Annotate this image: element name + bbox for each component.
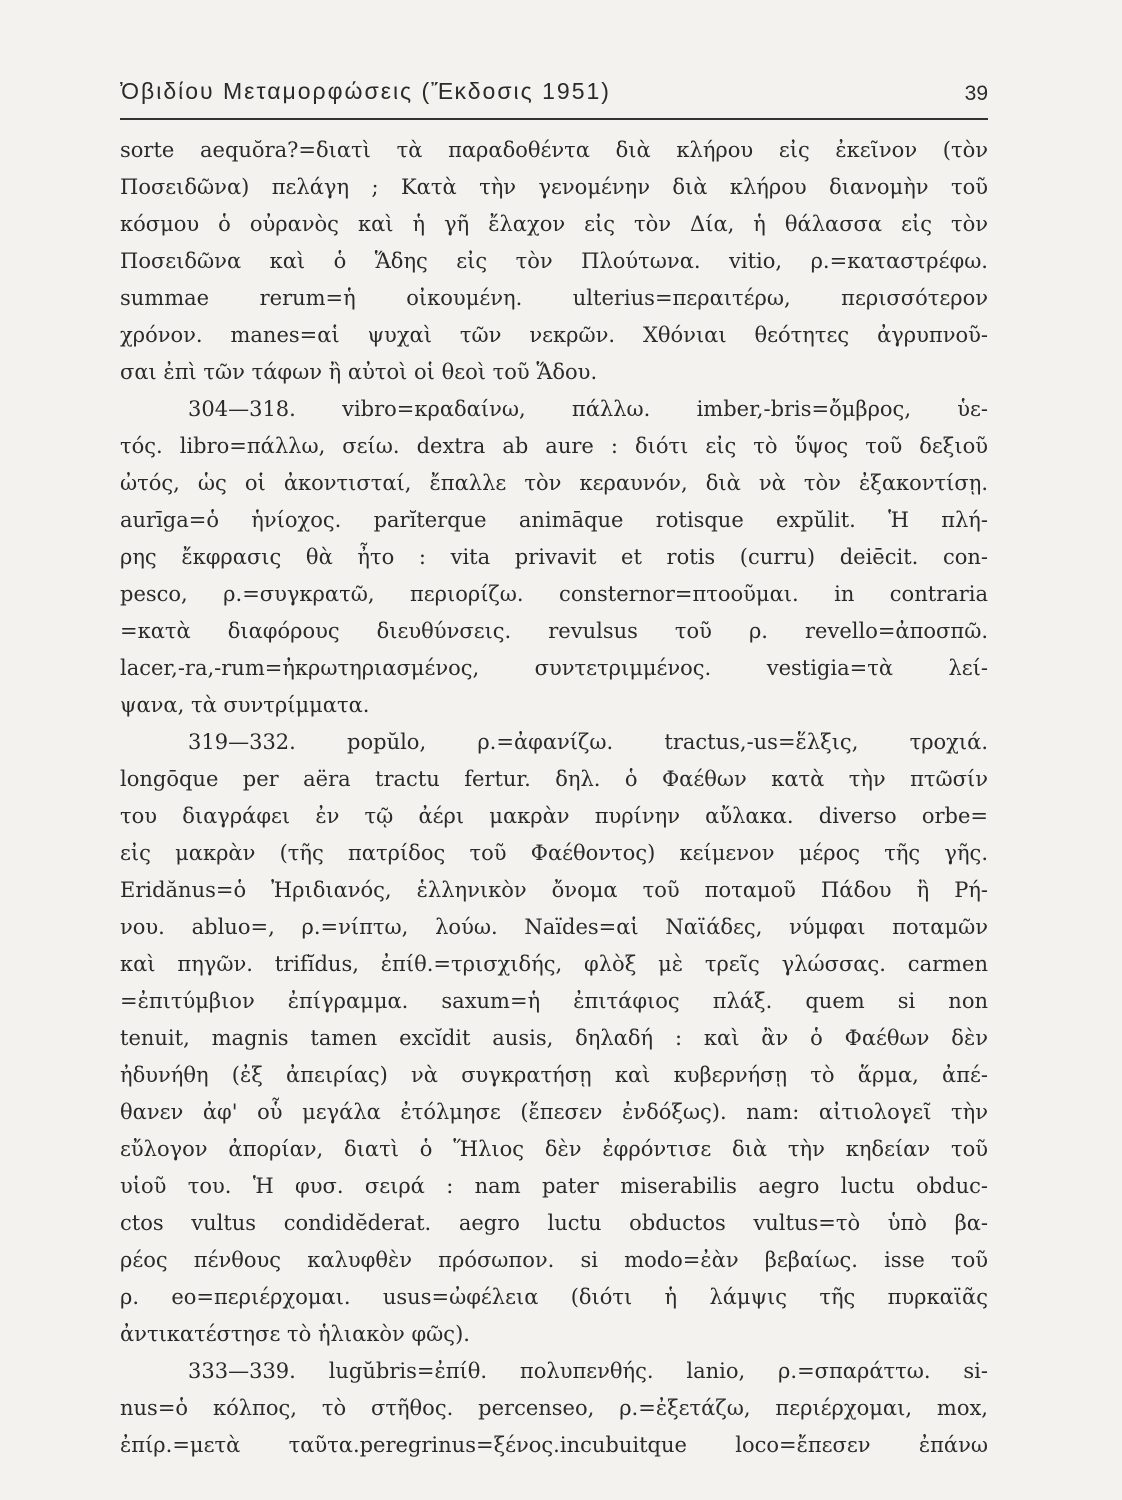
text-line: ψανα, τὰ συντρίμματα. bbox=[120, 693, 370, 717]
text-line: 319—332. popŭlo, ρ.=ἀφανίζω. tractus,-us=ἕλξις, τροχιά. bbox=[188, 730, 988, 754]
text-line: κόσμου ὁ οὐρανὸς καὶ ἡ γῆ ἔλαχον εἰς τὸν Δία, ἡ θάλασσα εἰς τὸν bbox=[120, 212, 988, 236]
running-header-title: Ὀβιδίου Μεταμορφώσεις (Ἔκδοσις 1951) bbox=[120, 78, 611, 104]
text-line: σαι ἐπὶ τῶν τάφων ἢ αὐτοὶ οἱ θεοὶ τοῦ Ἅδου. bbox=[120, 360, 598, 384]
text-line: εἰς μακρὰν (τῆς πατρίδος τοῦ Φαέθοντος) κείμενον μέρος τῆς γῆς. bbox=[120, 841, 988, 865]
text-line: χρόνον. manes=αἱ ψυχαὶ τῶν νεκρῶν. Χθόνιαι θεότητες ἀγρυπνοῦ- bbox=[120, 323, 988, 347]
text-line: nus=ὁ κόλπος, τὸ στῆθος. percenseo, ρ.=ἐξετάζω, περιέρχομαι, mox, bbox=[120, 1396, 988, 1420]
running-header bbox=[120, 78, 988, 120]
text-line: tenuit, magnis tamen excĭdit ausis, δηλαδή : καὶ ἂν ὁ Φαέθων δὲν bbox=[120, 1026, 988, 1050]
text-line: ρέος πένθους καλυφθὲν πρόσωπον. si modo=ἐὰν βεβαίως. isse τοῦ bbox=[120, 1248, 988, 1272]
text-line: εὔλογον ἀπορίαν, διατὶ ὁ Ἥλιος δὲν ἐφρόντισε διὰ τὴν κηδείαν τοῦ bbox=[120, 1137, 988, 1161]
text-line: του διαγράφει ἐν τῷ ἀέρι μακρὰν πυρίνην αὔλακα. diverso orbe= bbox=[120, 804, 988, 828]
text-line: τός. libro=πάλλω, σείω. dextra ab aure : διότι εἰς τὸ ὕψος τοῦ δεξιοῦ bbox=[120, 434, 988, 458]
text-line: =κατὰ διαφόρους διευθύνσεις. revulsus τοῦ ρ. revello=ἀποσπῶ. bbox=[120, 619, 988, 643]
text-line: νου. abluo=, ρ.=νίπτω, λούω. Naïdes=αἱ Ναϊάδες, νύμφαι ποταμῶν bbox=[120, 915, 988, 939]
page-number: 39 bbox=[964, 82, 988, 105]
text-line: =ἐπιτύμβιον ἐπίγραμμα. saxum=ἡ ἐπιτάφιος πλάξ. quem si non bbox=[120, 989, 988, 1013]
text-line: Ποσειδῶνα καὶ ὁ Ἅδης εἰς τὸν Πλούτωνα. vitio, ρ.=καταστρέφω. bbox=[120, 249, 988, 273]
book-page bbox=[120, 78, 988, 1457]
text-line: longōque per aëra tractu fertur. δηλ. ὁ Φαέθων κατὰ τὴν πτῶσίν bbox=[120, 767, 988, 791]
text-line: Ποσειδῶνα) πελάγη ; Κατὰ τὴν γενομένην διὰ κλήρου διανομὴν τοῦ bbox=[120, 175, 988, 199]
text-line: ἠδυνήθη (ἐξ ἀπειρίας) νὰ συγκρατήσῃ καὶ κυβερνήσῃ τὸ ἅρμα, ἀπέ- bbox=[120, 1063, 988, 1087]
text-line: sorte aequŏra?=διατὶ τὰ παραδοθέντα διὰ κλήρου εἰς ἐκεῖνον (τὸν bbox=[120, 138, 988, 162]
text-line: υἱοῦ του. Ἡ φυσ. σειρά : nam pater miserabilis aegro luctu obduc- bbox=[120, 1174, 988, 1198]
text-line: 304—318. vibro=κραδαίνω, πάλλω. imber,-bris=ὄμβρος, ὑε- bbox=[188, 397, 988, 421]
text-line: καὶ πηγῶν. trifĭdus, ἐπίθ.=τρισχιδής, φλὸξ μὲ τρεῖς γλώσσας. carmen bbox=[120, 952, 988, 976]
text-line: ἐπίρ.=μετὰ ταῦτα.peregrinus=ξένος.incubuitque loco=ἔπεσεν ἐπάνω bbox=[120, 1433, 988, 1457]
text-line: lacer,-ra,-rum=ἠκρωτηριασμένος, συντετριμμένος. vestigia=τὰ λεί- bbox=[120, 656, 988, 680]
text-line: ρης ἔκφρασις θὰ ἦτο : vita privavit et rotis (curru) deiēcit. con- bbox=[120, 545, 988, 569]
text-line: ἀντικατέστησε τὸ ἡλιακὸν φῶς). bbox=[120, 1322, 470, 1346]
text-line: summae rerum=ἡ οἰκουμένη. ulterius=περαιτέρω, περισσότερον bbox=[120, 286, 988, 310]
text-line: θανεν ἀφ' οὗ μεγάλα ἐτόλμησε (ἔπεσεν ἐνδόξως). nam: αἰτιολογεῖ τὴν bbox=[120, 1100, 988, 1124]
commentary-text bbox=[120, 132, 988, 1464]
text-line: aurīga=ὁ ἡνίοχος. parĭterque animāque rotisque expŭlit. Ἡ πλή- bbox=[120, 508, 988, 532]
text-line: Eridănus=ὁ Ἠριδιανός, ἑλληνικὸν ὄνομα τοῦ ποταμοῦ Πάδου ἢ Ρή- bbox=[120, 878, 988, 902]
text-line: ὠτός, ὡς οἱ ἀκοντισταί, ἔπαλλε τὸν κεραυνόν, διὰ νὰ τὸν ἐξακοντίσῃ. bbox=[120, 471, 988, 495]
text-line: ρ. eo=περιέρχομαι. usus=ὠφέλεια (διότι ἡ λάμψις τῆς πυρκαϊᾶς bbox=[120, 1285, 988, 1309]
text-line: ctos vultus condidĕderat. aegro luctu obductos vultus=τὸ ὑπὸ βα- bbox=[120, 1211, 988, 1235]
text-line: pesco, ρ.=συγκρατῶ, περιορίζω. consternor=πτοοῦμαι. in contraria bbox=[120, 582, 988, 606]
text-line: 333—339. lugŭbris=ἐπίθ. πολυπενθής. lanio, ρ.=σπαράττω. si- bbox=[188, 1359, 988, 1383]
